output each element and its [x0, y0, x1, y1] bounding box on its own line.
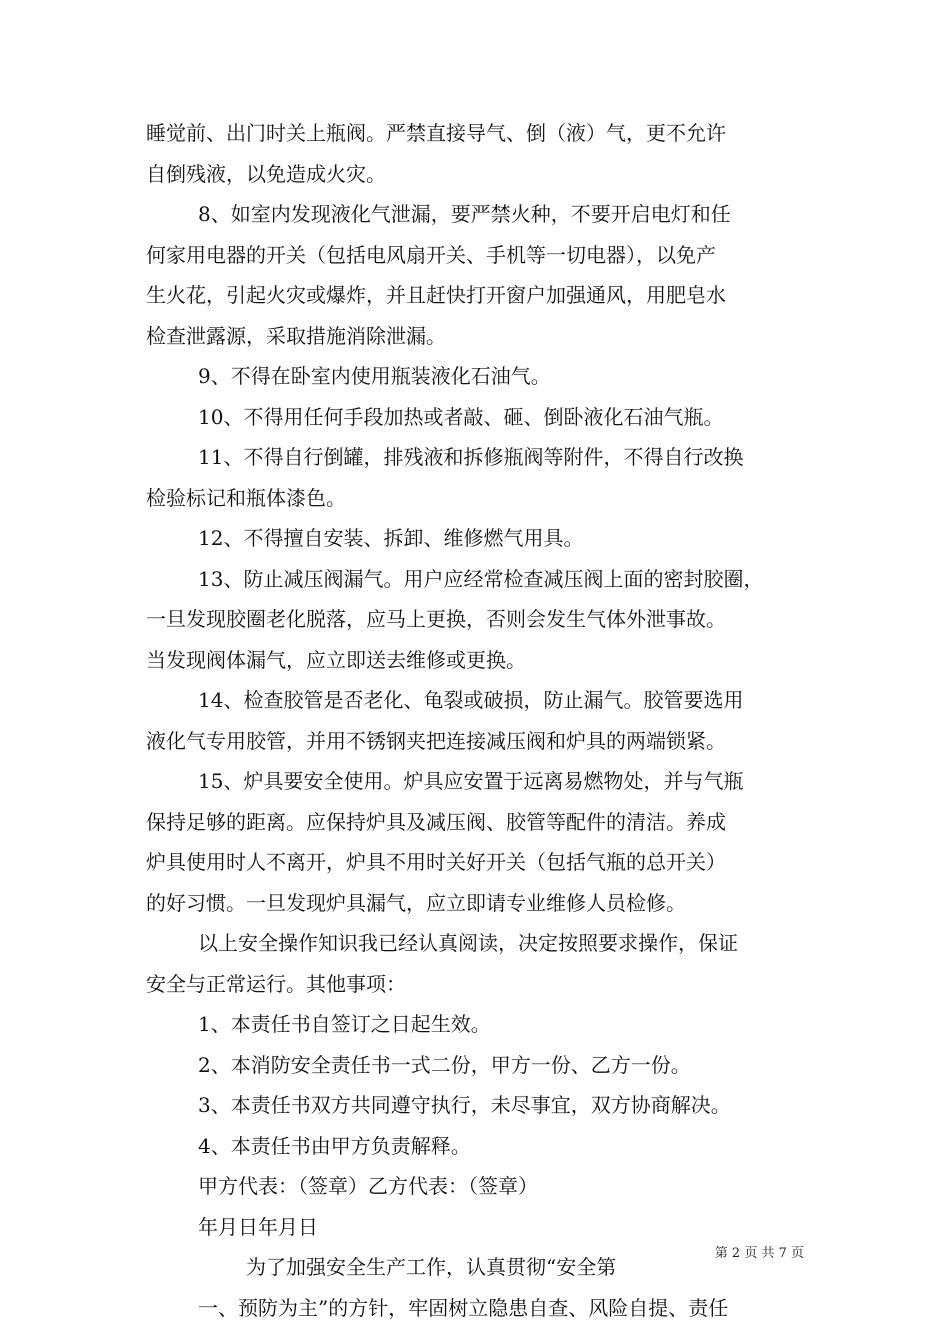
text-line: 13、防止减压阀漏气。用户应经常检查减压阀上面的密封胶圈，: [198, 566, 764, 591]
text-line: 8、如室内发现液化气泄漏，要严禁火种，不要开启电灯和任: [198, 202, 731, 226]
text-line: 液化气专用胶管，并用不锈钢夹把连接减压阀和炉具的两端锁紧。: [146, 728, 726, 753]
text-line: 何家用电器的开关（包括电风扇开关、手机等一切电器），以免产: [146, 242, 716, 267]
text-line: 炉具使用时人不离开，炉具不用时关好开关（包括气瓶的总开关）: [146, 850, 726, 874]
text-line: 睡觉前、出门时关上瓶阀。严禁直接导气、倒（液）气，更不允许: [146, 121, 726, 145]
text-line: 14、检查胶管是否老化、龟裂或破损，防止漏气。胶管要选用: [198, 688, 744, 712]
text-line: 以上安全操作知识我已经认真阅读，决定按照要求操作，保证: [198, 931, 738, 955]
text-line: 15、炉具要安全使用。炉具应安置于远离易燃物处，并与气瓶: [198, 769, 744, 793]
text-line: 自倒残液，以免造成火灾。: [146, 161, 386, 186]
text-line: 1、本责任书自签订之日起生效。: [198, 1012, 491, 1036]
text-line: 一旦发现胶圈老化脱落，应马上更换，否则会发生气体外泄事故。: [146, 607, 726, 631]
text-line: 生火花，引起火灾或爆炸，并且赶快打开窗户加强通风，用肥皂水: [146, 283, 726, 307]
text-line: 的好习惯。一旦发现炉具漏气，应立即请专业维修人员检修。: [146, 890, 686, 915]
text-line: 9、不得在卧室内使用瓶装液化石油气。: [198, 364, 551, 388]
text-line: 当发现阀体漏气，应立即送去维修或更换。: [146, 647, 526, 672]
document-body: [146, 113, 816, 1328]
text-line: 11、不得自行倒罐，排残液和拆修瓶阀等附件，不得自行改换: [198, 445, 744, 469]
text-line: 检查泄露源，采取措施消除泄漏。: [146, 323, 446, 348]
text-line: 为了加强安全生产工作，认真贯彻“安全第: [246, 1255, 617, 1279]
date-line: 年月日年月日: [198, 1214, 318, 1239]
text-line: 10、不得用任何手段加热或者敲、砸、倒卧液化石油气瓶。: [198, 404, 724, 429]
signature-line: 甲方代表：（签章）乙方代表：（签章）: [198, 1174, 538, 1198]
text-line: 检验标记和瓶体漆色。: [146, 485, 346, 510]
text-line: 安全与正常运行。其他事项：: [146, 971, 406, 996]
text-line: 12、不得擅自安装、拆卸、维修燃气用具。: [198, 526, 584, 550]
text-line: 2、本消防安全责任书一式二份，甲方一份、乙方一份。: [198, 1052, 691, 1077]
text-line: 保持足够的距离。应保持炉具及减压阀、胶管等配件的清洁。养成: [146, 809, 726, 834]
text-line: 一、预防为主”的方针，牢固树立隐患自查、风险自提、责任: [198, 1295, 729, 1320]
text-line: 4、本责任书由甲方负责解释。: [198, 1133, 471, 1158]
page-number: 第 2 页 共 7 页: [714, 1246, 804, 1261]
text-line: 3、本责任书双方共同遵守执行，未尽事宜，双方协商解决。: [198, 1093, 731, 1117]
